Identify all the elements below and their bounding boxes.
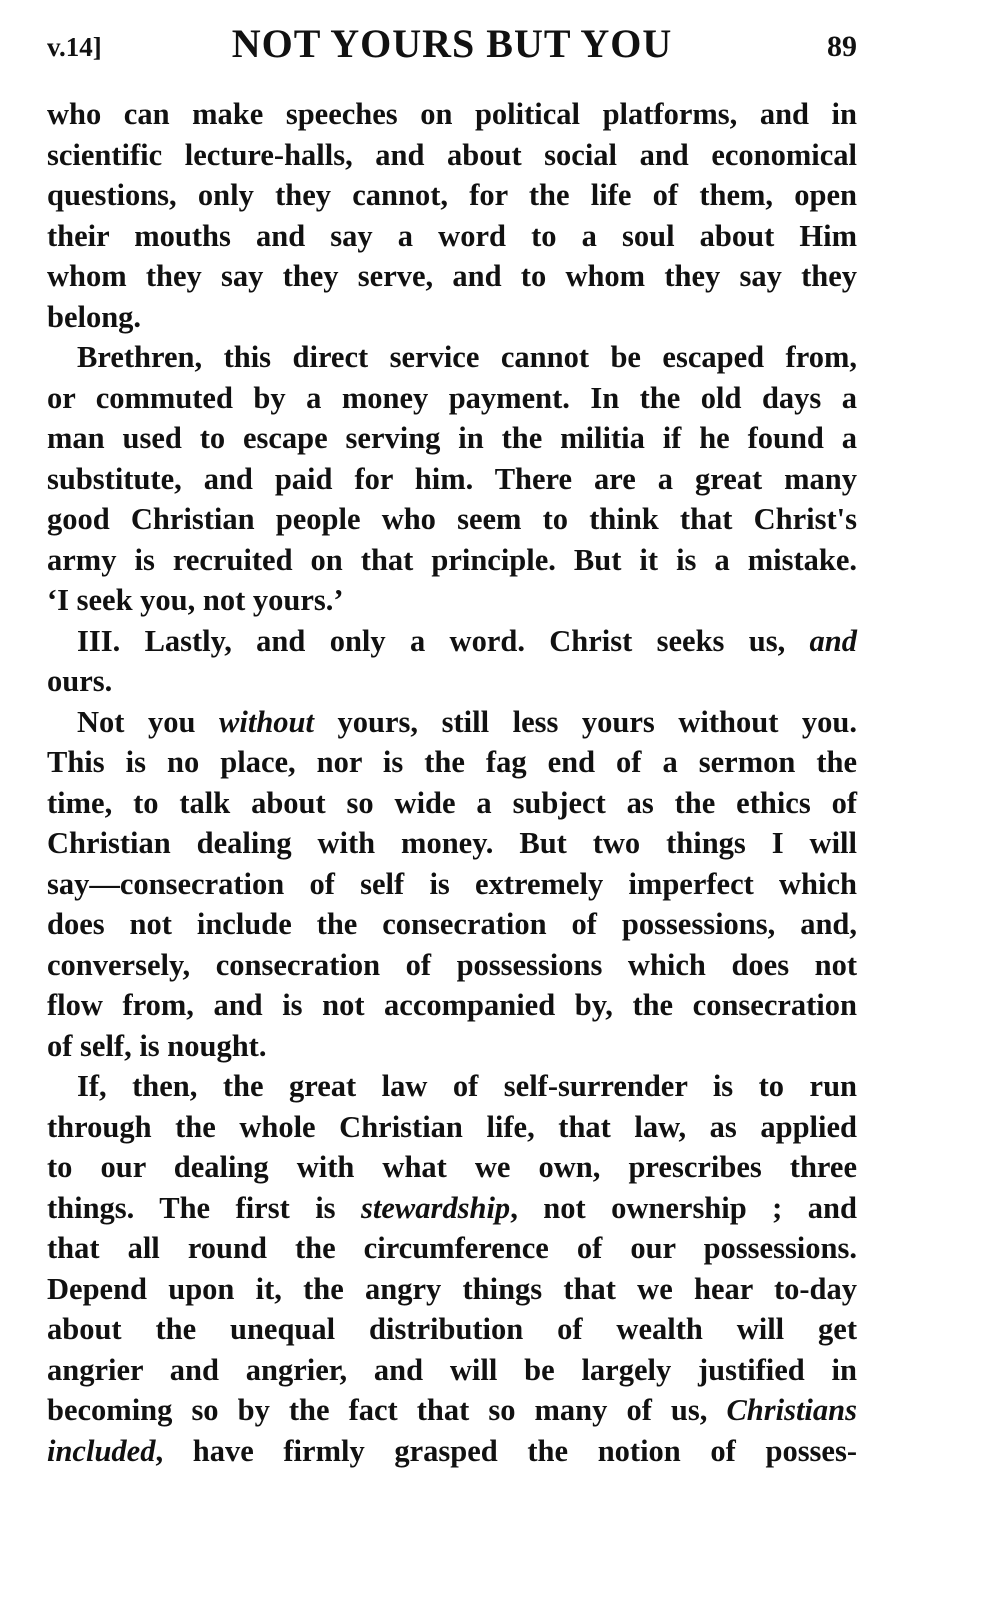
text-line: army is recruited on that principle. But it is a mistake. [47,542,857,577]
text-line: good Christian people who seem to think that Christ's [47,502,857,536]
paragraph [47,621,857,702]
italic-text: and [809,623,857,658]
text-line: included, have firmly grasped the notion of posses- [47,1433,857,1468]
section-reference: v.14] [47,32,102,62]
text-line: say—consecration of self is extremely imperfect which [47,866,857,901]
italic-text: included [47,1433,156,1468]
text-line: ours. [47,664,113,698]
italic-text: without [219,704,314,739]
running-header [47,18,857,78]
italic-text: Christians [726,1393,857,1427]
text-line: their mouths and say a word to a soul about Him [47,218,857,253]
book-page [47,18,857,1471]
text-line: through the whole Christian life, that law, as applied [47,1109,857,1144]
text-line: to our dealing with what we own, prescribes three [47,1150,857,1184]
text-line: If, then, the great law of self-surrender is to run [77,1069,857,1103]
text-line: does not include the consecration of possessions, and, [47,907,857,941]
text-line: about the unequal distribution of wealth will get [47,1312,857,1346]
paragraph [47,702,857,1067]
text-line: angrier and angrier, and will be largely justified in [47,1352,857,1387]
text-line: conversely, consecration of possessions which does not [47,947,857,982]
page-number: 89 [827,30,857,63]
text-line: time, to talk about so wide a subject as the ethics of [47,785,857,820]
text-line: scientific lecture-halls, and about social and economical [47,137,857,172]
text-line: whom they say they serve, and to whom they say they [47,259,857,293]
text-line: or commuted by a money payment. In the old days a [47,380,857,415]
paragraph [47,94,857,337]
text-line: Christian dealing with money. But two things I will [47,826,857,860]
paragraph [47,337,857,621]
text-line: man used to escape serving in the militia if he found a [47,421,857,455]
text-line: who can make speeches on political platforms, and in [47,97,857,131]
paragraph [47,1066,857,1471]
running-title: NOT YOURS BUT YOU [231,21,673,66]
text-line: substitute, and paid for him. There are a great many [47,461,857,496]
text-line: that all round the circumference of our possessions. [47,1231,857,1265]
text-line: Brethren, this direct service cannot be escaped from, [77,340,857,374]
text-line: of self, is nought. [47,1028,267,1063]
text-line: Depend upon it, the angry things that we hear to-day [47,1271,857,1306]
text-line: questions, only they cannot, for the life of them, open [47,178,857,212]
text-line: III. Lastly, and only a word. Christ seeks us, and [77,623,857,658]
text-line: becoming so by the fact that so many of us, Christians [47,1393,857,1427]
text-line: things. The first is stewardship, not ownership ; and [47,1190,857,1225]
italic-text: stewardship [361,1190,511,1225]
text-line: Not you without yours, still less yours without you. [77,704,857,739]
text-line: ‘I seek you, not yours.’ [47,583,344,617]
body-text [47,94,857,1471]
text-line: This is no place, nor is the fag end of a sermon the [47,745,857,779]
text-line: belong. [47,299,142,334]
text-line: flow from, and is not accompanied by, the consecration [47,988,857,1022]
